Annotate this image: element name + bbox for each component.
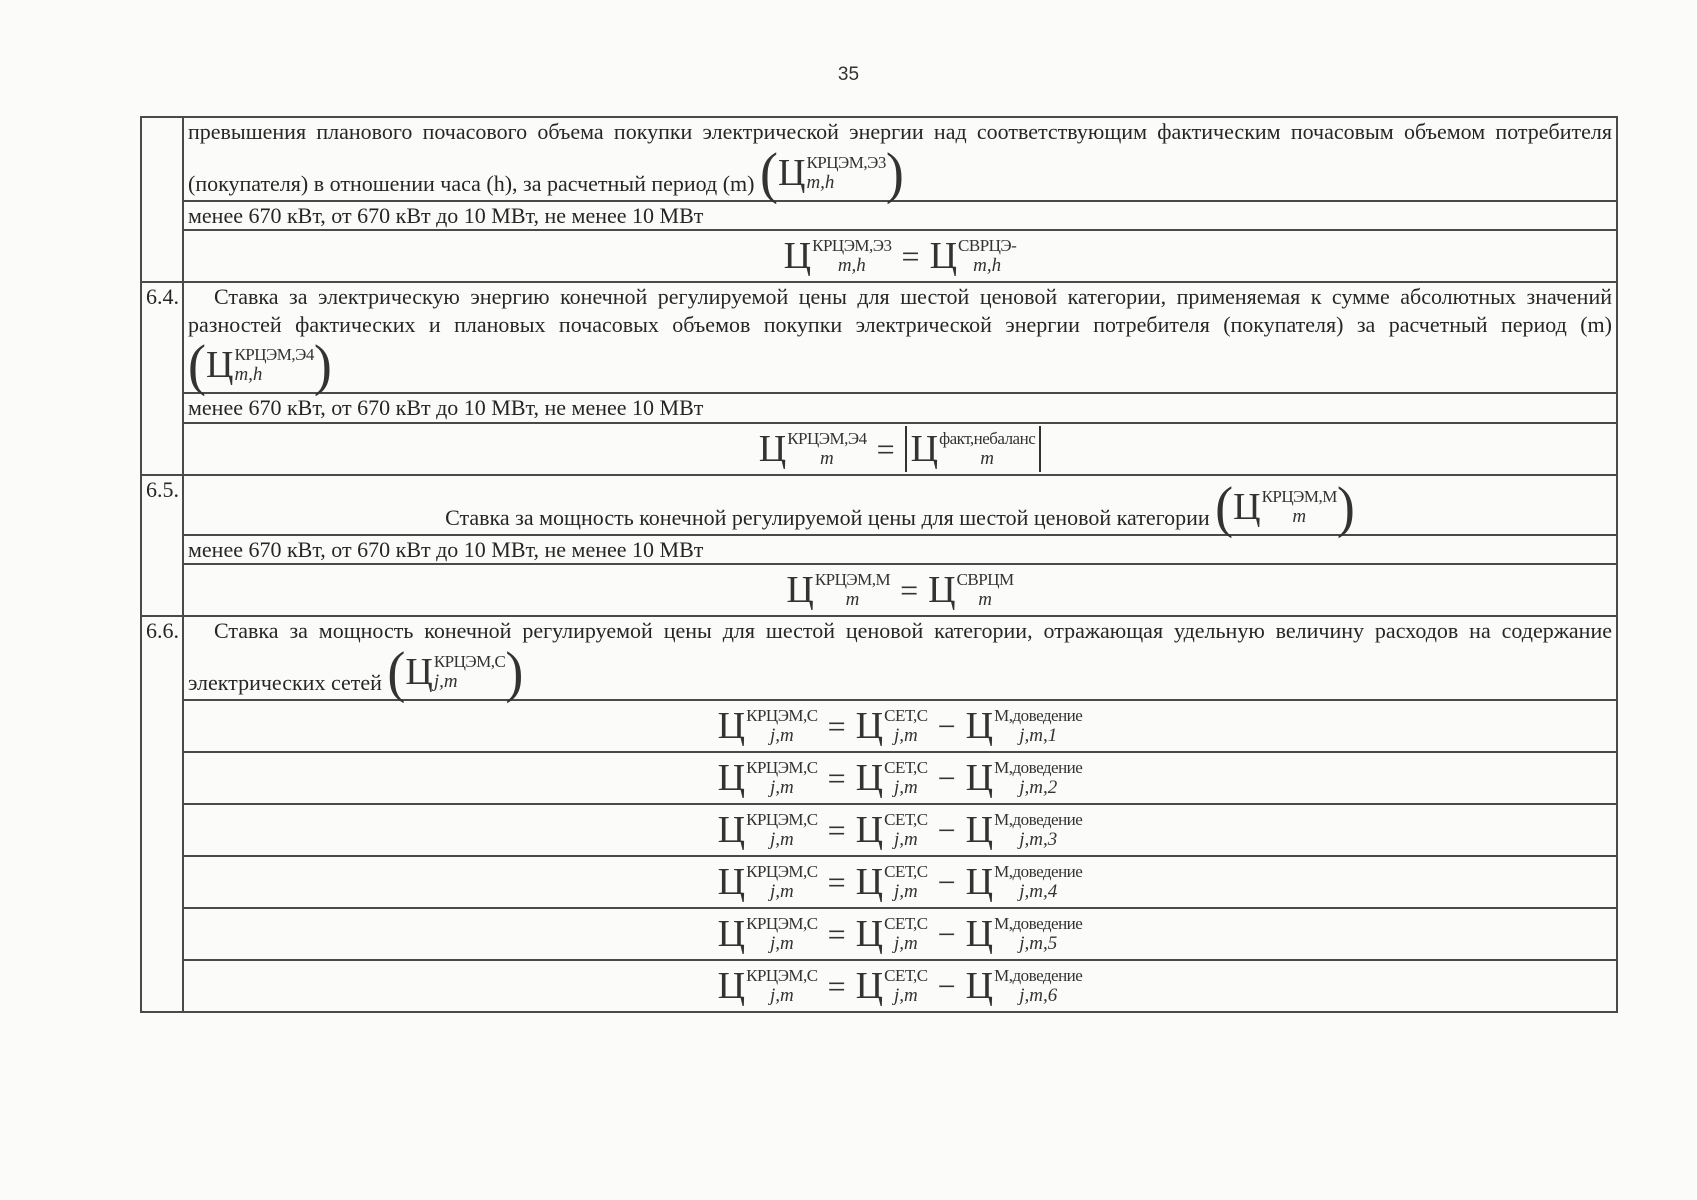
formula-mid-superscript: СЕТ,C (884, 913, 928, 933)
description-cell (183, 282, 1617, 397)
formula-lhs-subscript: j,m (770, 880, 794, 902)
row-number-cell (141, 117, 183, 282)
symbol-subscript: j,m (433, 670, 458, 692)
symbol-subscript: m,h (806, 171, 835, 193)
formula: Ц КРЦЭМ,C j,m = Ц СЕТ,C j,m − Ц М,доведение j,m,5 (717, 912, 1083, 955)
formula-mid-subscript: j,m (894, 776, 918, 798)
formula-lhs-superscript: КРЦЭМ,C (746, 705, 818, 725)
equals-sign: = (827, 759, 846, 796)
formula-cell (183, 564, 1617, 616)
formula-rhs-subscript: j,m,1 (1019, 724, 1058, 746)
equals-sign: = (827, 707, 846, 744)
capacity-cell: менее 670 кВт, от 670 кВт до 10 МВт, не менее 10 МВт (183, 535, 1617, 565)
formula-rhs-superscript: М,доведение (994, 861, 1083, 881)
capacity-cell: менее 670 кВт, от 670 кВт до 10 МВт, не менее 10 МВт (183, 201, 1617, 231)
formula: Ц КРЦЭМ,C j,m = Ц СЕТ,C j,m − Ц М,доведение j,m,6 (717, 964, 1083, 1007)
table-row (141, 804, 1617, 856)
formula-lhs-subscript: j,m (770, 828, 794, 850)
formula-lhs-subscript: m (820, 447, 834, 469)
formula-rhs-subscript: j,m,6 (1019, 984, 1058, 1006)
equals-sign: = (876, 430, 895, 467)
formula-lhs-subscript: j,m (770, 932, 794, 954)
formula-lhs-subscript: m,h (837, 255, 866, 276)
description-text: Ставка за мощность конечной регулируемой цены для шестой ценовой категории (445, 504, 1210, 530)
formula-lhs-superscript: КРЦЭМ,C (746, 913, 818, 933)
tariff-symbol: ( Ц КРЦЭМ,М m ) (1215, 475, 1355, 538)
formula-cell (183, 804, 1617, 856)
formula-lhs-superscript: КРЦЭМ,C (746, 757, 818, 777)
table-row (141, 201, 1617, 231)
formula-mid-subscript: j,m (894, 984, 918, 1006)
absolute-value: Ц факт,небаланс m (905, 426, 1042, 472)
table-row (141, 908, 1617, 960)
formula-mid-superscript: СЕТ,C (884, 757, 928, 777)
formula-rhs-subscript: m (978, 589, 992, 610)
symbol-superscript: КРЦЭМ,C (433, 651, 506, 671)
formula-cell (183, 960, 1617, 1012)
formula-rhs-superscript: М,доведение (994, 757, 1083, 777)
formula-rhs-superscript: М,доведение (994, 965, 1083, 985)
formula-lhs-superscript: КРЦЭМ,C (746, 861, 818, 881)
table-row (141, 117, 1617, 201)
formula-rhs-superscript: М,доведение (994, 705, 1083, 725)
symbol-superscript: КРЦЭМ,М (1261, 486, 1337, 506)
equals-sign: = (827, 915, 846, 952)
row-number: 6.4. (141, 282, 183, 475)
description-cell (183, 117, 1617, 204)
formula-lhs-subscript: m (845, 589, 860, 610)
formula-cell (183, 423, 1617, 475)
table-row (141, 423, 1617, 475)
formula-mid-subscript: j,m (894, 880, 918, 902)
formula: Ц КРЦЭМ,C j,m = Ц СЕТ,C j,m − Ц М,доведение j,m,4 (717, 860, 1083, 903)
formula-lhs-subscript: j,m (770, 776, 794, 798)
table-row (141, 535, 1617, 565)
minus-sign: − (937, 759, 956, 796)
formula-rhs-subscript: m,h (973, 255, 1002, 276)
formula: Ц КРЦЭМ,Э4 m = Ц факт,небаланс m (759, 424, 1042, 474)
tariff-symbol: ( Ц КРЦЭМ,Э4 m,h ) (188, 333, 332, 397)
equals-sign: = (900, 572, 919, 608)
table-row (141, 282, 1617, 393)
row-number: 6.6. (141, 616, 183, 1012)
formula-rhs-superscript: СВРЦМ (956, 570, 1014, 589)
tariff-table (140, 116, 1618, 1013)
formula-rhs-subscript: j,m,5 (1019, 932, 1058, 954)
page-number: 35 (837, 64, 860, 85)
formula-rhs-subscript: j,m,4 (1019, 880, 1058, 902)
formula-mid-subscript: j,m (894, 828, 918, 850)
description-cell (183, 475, 1617, 538)
formula-rhs-superscript: М,доведение (994, 913, 1083, 933)
formula-mid-subscript: j,m (894, 724, 918, 746)
description-cell (183, 616, 1617, 703)
table-row (141, 752, 1617, 804)
table-row (141, 856, 1617, 908)
formula-lhs-superscript: КРЦЭМ,Э4 (787, 428, 867, 448)
symbol-subscript: m,h (234, 364, 263, 385)
formula-mid-superscript: СЕТ,C (884, 861, 928, 881)
formula-cell (183, 700, 1617, 752)
symbol-superscript: КРЦЭМ,Э3 (806, 152, 886, 172)
tariff-symbol: ( Ц КРЦЭМ,C j,m ) (387, 640, 524, 703)
minus-sign: − (937, 863, 956, 900)
table-row (141, 960, 1617, 1012)
formula-lhs-superscript: КРЦЭМ,C (746, 965, 818, 985)
minus-sign: − (937, 707, 956, 744)
formula-mid-superscript: СЕТ,C (884, 965, 928, 985)
formula-lhs-subscript: j,m (770, 724, 794, 746)
minus-sign: − (937, 811, 956, 848)
formula: Ц КРЦЭМ,C j,m = Ц СЕТ,C j,m − Ц М,доведение j,m,2 (717, 756, 1083, 799)
formula-mid-subscript: j,m (894, 932, 918, 954)
equals-sign: = (901, 238, 920, 274)
description-text: Ставка за мощность конечной регулируемой цены для шестой ценовой категории, отражающая удельную величину расходов на содержание электрических сетей (188, 618, 1612, 695)
equals-sign: = (827, 863, 846, 900)
formula: Ц КРЦЭМ,C j,m = Ц СЕТ,C j,m − Ц М,доведение j,m,1 (717, 704, 1083, 747)
formula-rhs-subscript: j,m,2 (1019, 776, 1058, 798)
formula-lhs-superscript: КРЦЭМ,Э3 (812, 236, 892, 255)
formula-cell (183, 752, 1617, 804)
description-text: Ставка за электрическую энергию конечной регулируемой цены для шестой ценовой категории, применяемая к сумме абсолютных значений разностей фактических и плановых почасовых объемов покупки электрической энергии потребителя (покупателя) за расчетный период (m) (188, 284, 1612, 337)
tariff-symbol: ( Ц КРЦЭМ,Э3 m,h ) (760, 141, 904, 204)
capacity-cell: менее 670 кВт, от 670 кВт до 10 МВт, не менее 10 МВт (183, 393, 1617, 423)
formula-rhs-superscript: СВРЦЭ- (958, 236, 1017, 255)
table-row (141, 393, 1617, 423)
description-text: превышения планового почасового объема покупки электрической энергии над соответствующим фактическим почасовым объемом потребителя (покупателя) в отношении часа (h), за расчетный период (m) (188, 119, 1612, 196)
formula-cell (183, 856, 1617, 908)
formula: Ц КРЦЭМ,C j,m = Ц СЕТ,C j,m − Ц М,доведение j,m,3 (717, 808, 1083, 851)
minus-sign: − (937, 915, 956, 952)
formula-cell (183, 908, 1617, 960)
formula-mid-superscript: СЕТ,C (884, 705, 928, 725)
table-row (141, 564, 1617, 616)
row-number: 6.5. (141, 475, 183, 617)
formula-lhs-superscript: КРЦЭМ,C (746, 809, 818, 829)
formula-rhs-superscript: М,доведение (994, 809, 1083, 829)
symbol-superscript: КРЦЭМ,Э4 (234, 345, 314, 364)
table-row (141, 616, 1617, 700)
equals-sign: = (827, 811, 846, 848)
formula-lhs-superscript: КРЦЭМ,М (814, 570, 891, 589)
formula-rhs-superscript: факт,небаланс (939, 428, 1036, 448)
formula: Ц КРЦЭМ,Э3 m,h = Ц СВРЦЭ- m,h (783, 235, 1017, 277)
table-row (141, 475, 1617, 535)
formula: Ц КРЦЭМ,М m = Ц СВРЦМ m (786, 569, 1014, 611)
table-row (141, 700, 1617, 752)
formula-rhs-subscript: j,m,3 (1019, 828, 1058, 850)
formula-cell (183, 230, 1617, 282)
symbol-subscript: m (1292, 505, 1307, 527)
table-row (141, 230, 1617, 282)
minus-sign: − (937, 967, 956, 1004)
equals-sign: = (827, 967, 846, 1004)
formula-lhs-subscript: j,m (770, 984, 794, 1006)
formula-rhs-subscript: m (980, 447, 995, 469)
formula-mid-superscript: СЕТ,C (884, 809, 928, 829)
